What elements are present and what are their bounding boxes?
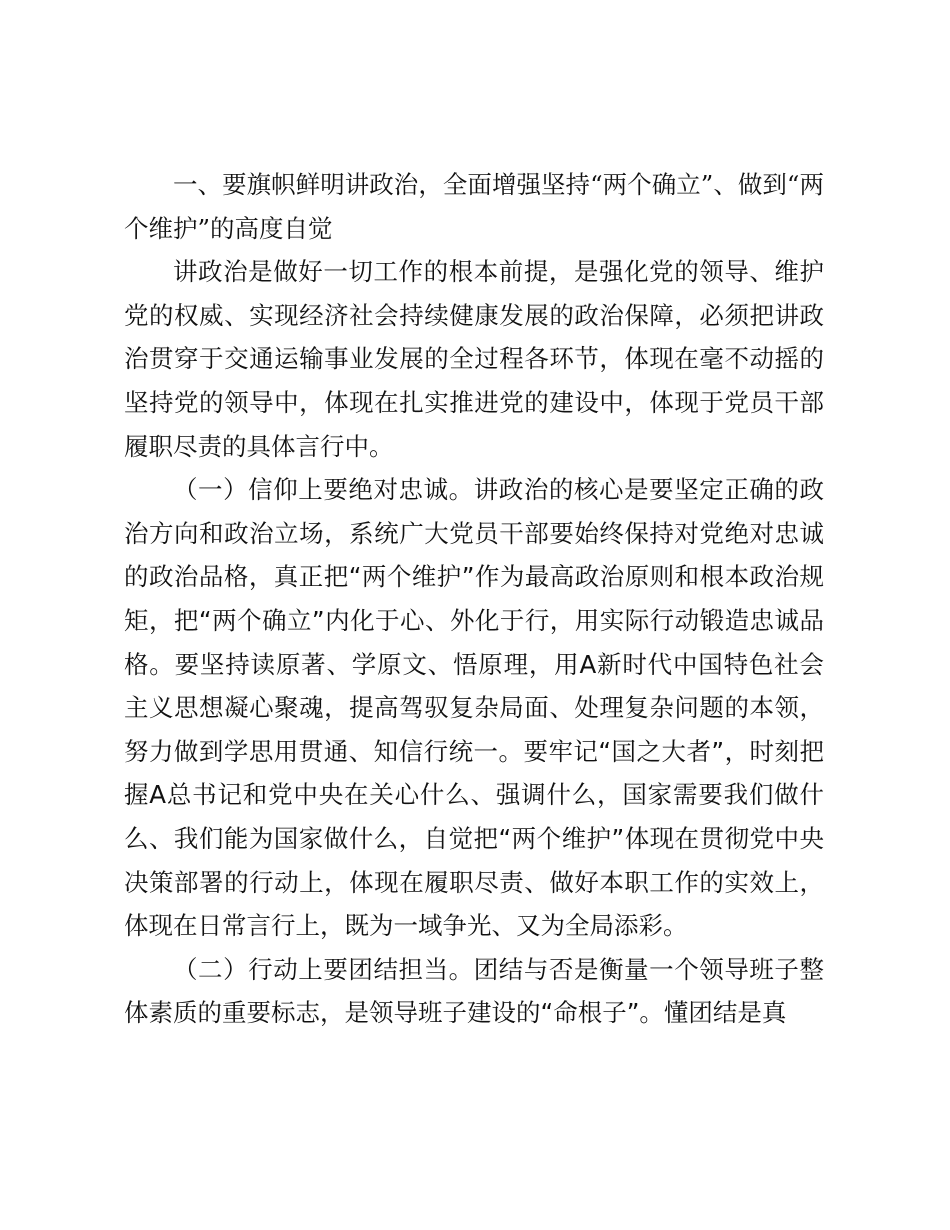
section-heading: 一、要旗帜鲜明讲政治，全面增强坚持“两个确立”、做到“两个维护”的高度自觉 xyxy=(124,170,824,243)
paragraph-loyalty: （一）信仰上要绝对忠诚。讲政治的核心是要坚定正确的政治方向和政治立场，系统广大党员干部要始终保持对党绝对忠诚的政治品格，真正把“两个维护”作为最高政治原则和根本政治规矩，把“两个确立”内化于心、外化于行，用实际行动锻造忠诚品格。要坚持读原著、学原文、悟原理，用A新时代中国特色社会主义思想凝心聚魂，提高驾驭复杂局面、处理复杂问题的本领，努力做到学思用贯通、知信行统一。要牢记“国之大者”，时刻把握A总书记和党中央在关心什么、强调什么，国家需要我们做什么、我们能为国家做什么，自觉把“两个维护”体现在贯彻党中央决策部署的行动上，体现在履职尽责、做好本职工作的实效上，体现在日常言行上，既为一域争光、又为全局添彩。 xyxy=(124,475,824,941)
paragraph-intro: 讲政治是做好一切工作的根本前提，是强化党的领导、维护党的权威、实现经济社会持续健康发展的政治保障，必须把讲政治贯穿于交通运输事业发展的全过程各环节，体现在毫不动摇的坚持党的领导中，体现在扎实推进党的建设中，体现于党员干部履职尽责的具体言行中。 xyxy=(124,257,824,461)
document-body xyxy=(124,163,824,1035)
paragraph-unity: （二）行动上要团结担当。团结与否是衡量一个领导班子整体素质的重要标志，是领导班子建设的“命根子”。懂团结是真 xyxy=(124,954,824,1028)
